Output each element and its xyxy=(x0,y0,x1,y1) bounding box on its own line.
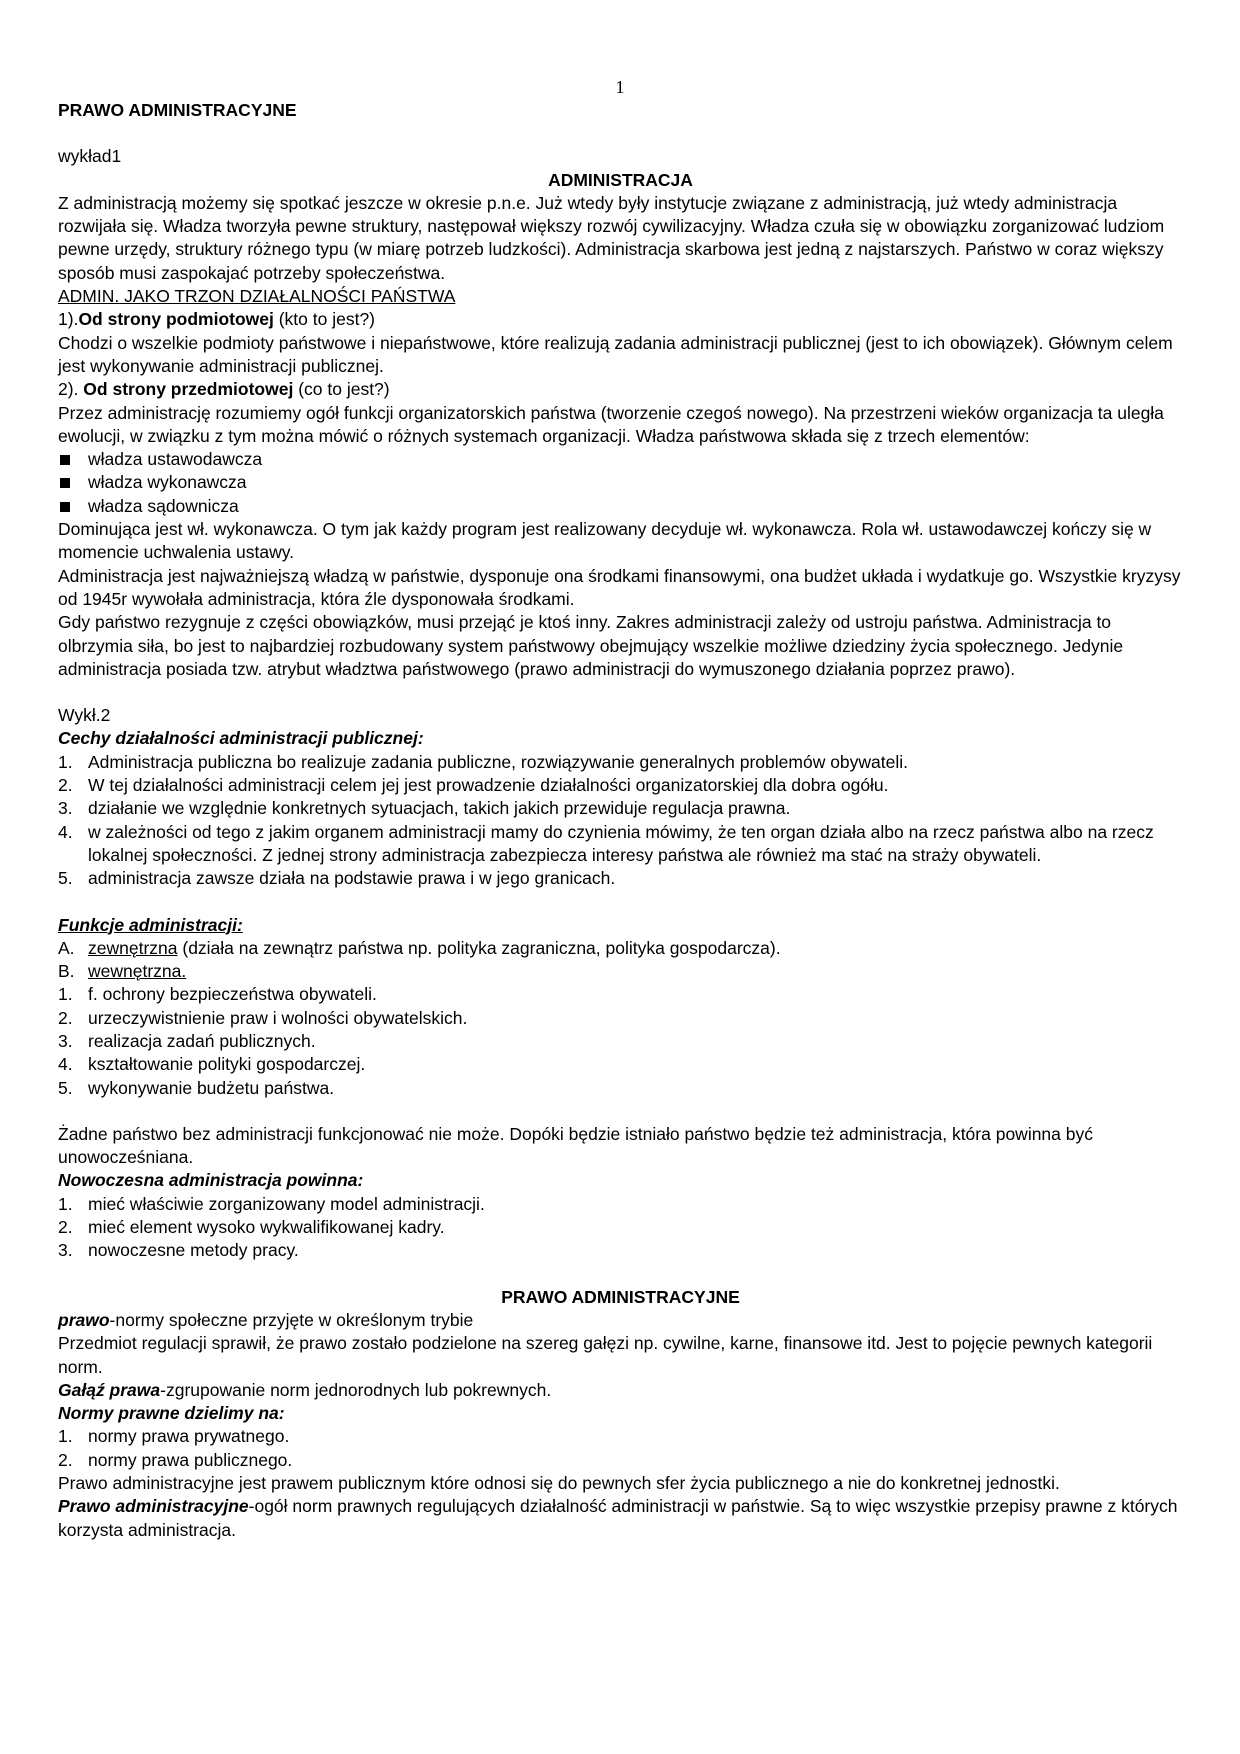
list-item: 2. W tej działalności administracji celem jej jest prowadzenie działalności organizatorskiej dla dobra ogółu. xyxy=(58,775,889,796)
list-item: 1. f. ochrony bezpieczeństwa obywateli. xyxy=(58,984,377,1005)
square-bullet-icon xyxy=(60,478,70,488)
list-item: 2. urzeczywistnienie praw i wolności obywatelskich. xyxy=(58,1007,468,1028)
definition-admin-law: Prawo administracyjne-ogół norm prawnych regulujących działalność administracji w państwie. Są to więc wszystkie przepisy prawne z których korzysta administracja. xyxy=(58,1496,1178,1540)
list-item: władza sądownicza xyxy=(58,495,1183,518)
paragraph: Chodzi o wszelkie podmioty państwowe i niepaństwowe, które realizują zadania administracji publicznej (jest to ich obowiązek). Głównym celem jest wykonywanie administracji publicznej. xyxy=(58,332,1173,376)
list-item: 5. wykonywanie budżetu państwa. xyxy=(58,1077,335,1098)
list-item: 5. administracja zawsze działa na podstawie prawa i w jego granicach. xyxy=(58,868,616,889)
list-item: 3. nowoczesne metody pracy. xyxy=(58,1240,299,1261)
list-item: 2. normy prawa publicznego. xyxy=(58,1449,293,1470)
paragraph: Przedmiot regulacji sprawił, że prawo zostało podzielone na szereg gałęzi np. cywilne, karne, finansowe itd. Jest to pojęcie pewnych kategorii norm. xyxy=(58,1333,1153,1377)
list-item: 1. mieć właściwie zorganizowany model administracji. xyxy=(58,1193,485,1214)
page-number: 1 xyxy=(615,77,625,97)
list-item: 2. mieć element wysoko wykwalifikowanej kadry. xyxy=(58,1217,445,1238)
modern-list xyxy=(58,1193,1183,1263)
modern-heading: Nowoczesna administracja powinna: xyxy=(58,1170,364,1191)
document-body xyxy=(58,99,1183,1542)
paragraph: Dominująca jest wł. wykonawcza. O tym jak każdy program jest realizowany decyduje wł. wykonawcza. Rola wł. ustawodawczej kończy się w momencie uchwalenia ustawy. xyxy=(58,519,1152,563)
list-item: 3. działanie we względnie konkretnych sytuacjach, takich jakich przewiduje regulacja prawna. xyxy=(58,798,791,819)
list-item: władza ustawodawcza xyxy=(58,448,1183,471)
list-item: władza wykonawcza xyxy=(58,471,1183,494)
section-heading-administracja: ADMINISTRACJA xyxy=(548,169,693,190)
square-bullet-icon xyxy=(60,502,70,512)
list-item: B. wewnętrzna. xyxy=(58,961,187,982)
object-side-heading: 2). Od strony przedmiotowej (co to jest?) xyxy=(58,379,390,400)
paragraph: Z administracją możemy się spotkać jeszcze w okresie p.n.e. Już wtedy były instytucje związane z administracją, już wtedy administracja rozwijała się. Władza tworzyła pewne struktury, następował większy rozwój cywilizacyjny. Władza czuła się w obowiązku zorganizować ludziom pewne urzędy, struktury różnego typu (w miarę potrzeb ludzkości). Administracja skarbowa jest jedną z najstarszych. Państwo w coraz większy sposób musi zaspokajać potrzeby społeczeństwa. xyxy=(58,192,1165,283)
list-item: A. zewnętrzna (działa na zewnątrz państwa np. polityka zagraniczna, polityka gospodarcza). xyxy=(58,937,781,958)
functions-list xyxy=(58,937,1183,984)
section-heading-core: ADMIN. JAKO TRZON DZIAŁALNOŚCI PAŃSTWA xyxy=(58,286,456,307)
powers-list xyxy=(58,448,1183,518)
paragraph: Prawo administracyjne jest prawem publicznym które odnosi się do pewnych sfer życia publicznego a nie do konkretnej jednostki. xyxy=(58,1473,1060,1494)
features-list xyxy=(58,751,1183,891)
document-title: PRAWO ADMINISTRACYJNE xyxy=(58,100,297,120)
lecture-2-label: Wykł.2 xyxy=(58,705,111,726)
lecture-1-label: wykład1 xyxy=(58,146,122,167)
section-heading-prawo: PRAWO ADMINISTRACYJNE xyxy=(501,1286,740,1307)
functions-heading: Funkcje administracji: xyxy=(58,914,243,935)
paragraph: Administracja jest najważniejszą władzą w państwie, dysponuje ona środkami finansowymi, ona budżet układa i wydatkuje go. Wszystkie kryzysy od 1945r wywołała administracja, która źle dysponowała środkami. xyxy=(58,565,1181,609)
paragraph: Gdy państwo rezygnuje z części obowiązków, musi przejąć je ktoś inny. Zakres administracji zależy od ustroju państwa. Administracja to olbrzymia siła, bo jest to najbardziej rozbudowany system państwowy obejmujący wszelkie możliwe dziedziny życia społecznego. Jedynie administracja posiada tzw. atrybut władztwa państwowego (prawo administracji do wymuszonego działania poprzez prawo). xyxy=(58,612,1124,679)
norms-list xyxy=(58,1425,1183,1472)
internal-functions-list xyxy=(58,983,1183,1099)
norms-heading: Normy prawne dzielimy na: xyxy=(58,1403,285,1424)
list-item: 1. normy prawa prywatnego. xyxy=(58,1426,290,1447)
definition-branch: Gałąź prawa-zgrupowanie norm jednorodnych lub pokrewnych. xyxy=(58,1379,552,1400)
features-heading: Cechy działalności administracji publicznej: xyxy=(58,728,424,749)
paragraph: Żadne państwo bez administracji funkcjonować nie może. Dopóki będzie istniało państwo będzie też administracja, która powinna być unowocześniana. xyxy=(58,1123,1093,1168)
list-item: 3. realizacja zadań publicznych. xyxy=(58,1030,316,1051)
list-item: 1. Administracja publiczna bo realizuje zadania publiczne, rozwiązywanie generalnych problemów obywateli. xyxy=(58,751,909,772)
paragraph: Przez administrację rozumiemy ogół funkcji organizatorskich państwa (tworzenie czegoś nowego). Na przestrzeni wieków organizacja ta uległa ewolucji, w związku z tym można mówić o różnych systemach organizacji. Władza państwowa składa się z trzech elementów: xyxy=(58,402,1164,446)
list-item: 4. kształtowanie polityki gospodarczej. xyxy=(58,1054,366,1075)
subject-side-heading: 1).Od strony podmiotowej (kto to jest?) xyxy=(58,309,376,330)
list-item: 4. w zależności od tego z jakim organem administracji mamy do czynienia mówimy, że ten organ działa albo na rzecz państwa albo na rzecz lokalnej społeczności. Z jednej strony administracja zabezpiecza interesy państwa ale również ma stać na straży obywateli. xyxy=(58,821,1154,865)
definition-law: prawo-normy społeczne przyjęte w określonym trybie xyxy=(58,1309,474,1330)
square-bullet-icon xyxy=(60,455,70,465)
